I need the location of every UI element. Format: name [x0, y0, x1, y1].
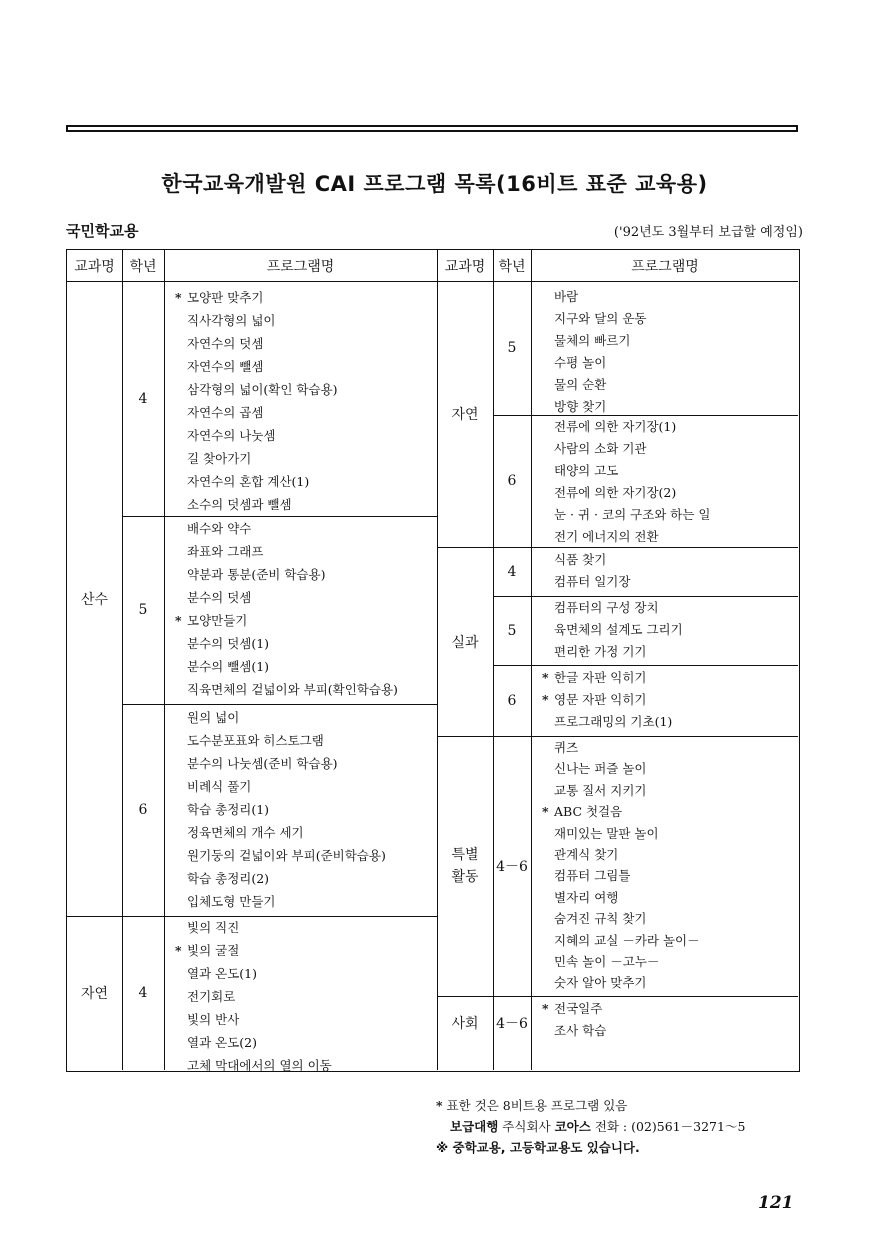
grade-5-silgwa: 5 — [507, 622, 517, 639]
subject-silgwa: 실과 — [451, 634, 479, 651]
star-mark: * — [436, 1098, 443, 1113]
subject-sahoe: 사회 — [451, 1016, 479, 1032]
list-item: * 빛의 굴절 — [175, 943, 240, 958]
subject-special-line2: 활동 — [451, 869, 479, 885]
list-item: 직사각형의 넓이 — [187, 313, 276, 328]
header-subject-left: 교과명 — [74, 258, 115, 275]
footnote-star — [436, 1096, 627, 1114]
list-item: 자연수의 나눗셈 — [187, 428, 276, 443]
program-list-sansu-5 — [175, 517, 398, 701]
list-item: 민속 놀이 －고누－ — [554, 954, 660, 970]
subject-jayeon-right: 자연 — [451, 407, 479, 423]
page-title: 한국교육개발원 CAI 프로그램 목록(16비트 표준 교육용) — [161, 172, 708, 196]
distributor-line — [450, 1117, 745, 1135]
company-phone: 전화 : (02)561－3271～5 — [594, 1119, 746, 1134]
list-item: 편리한 가정 기기 — [554, 644, 647, 659]
top-rule — [66, 125, 798, 132]
list-item: * ABC 첫걸음 — [542, 804, 623, 820]
list-item: 학습 총정리(2) — [187, 871, 270, 886]
list-item: 입체도형 만들기 — [187, 894, 276, 909]
list-item: 분수의 뺄셈(1) — [187, 659, 270, 674]
list-item: 정육면체의 개수 세기 — [187, 825, 304, 840]
subject-special-line1: 특별 — [451, 847, 479, 863]
list-item: 자연수의 곱셈 — [187, 405, 264, 420]
list-item: * 한글 자판 익히기 — [542, 670, 647, 685]
list-item: 바람 — [554, 289, 579, 304]
list-item: 자연수의 혼합 계산(1) — [187, 474, 310, 489]
list-item: 배수와 약수 — [187, 521, 252, 536]
list-item: 소수의 덧셈과 뺄셈 — [187, 497, 292, 512]
grade-5-jayeon: 5 — [507, 340, 517, 356]
grade-6-jayeon: 6 — [507, 473, 517, 489]
section-label: 국민학교용 — [66, 222, 139, 240]
list-item: 신나는 퍼즐 놀이 — [554, 761, 647, 777]
list-item: 삼각형의 넓이(확인 학습용) — [187, 382, 338, 397]
list-item: 물의 순환 — [554, 377, 607, 392]
header-subject-right: 교과명 — [444, 258, 486, 275]
grade-5-sansu: 5 — [138, 602, 148, 618]
list-item: 프로그래밍의 기초(1) — [554, 714, 673, 729]
list-item: 눈 · 귀 · 코의 구조와 하는 일 — [554, 507, 711, 522]
list-item: 별자리 여행 — [554, 889, 619, 905]
list-item: * 전국일주 — [542, 1001, 603, 1016]
subject-sansu: 산수 — [80, 591, 109, 608]
list-item: * 모양만들기 — [175, 613, 248, 628]
list-item: 좌표와 그래프 — [187, 544, 264, 559]
list-item: 전류에 의한 자기장(2) — [554, 485, 677, 500]
list-item: 육면체의 설계도 그리기 — [554, 622, 683, 637]
program-table — [66, 249, 800, 1072]
list-item: 조사 학습 — [554, 1023, 607, 1038]
program-list-jayeon-4 — [175, 916, 332, 1077]
list-item: 빛의 반사 — [187, 1012, 240, 1027]
program-list-special — [542, 737, 700, 994]
program-list-silgwa-4 — [554, 549, 630, 593]
list-item: 숨겨진 규칙 찾기 — [554, 911, 647, 927]
availability-note: ※ 중학교용, 고등학교용도 있습니다. — [436, 1140, 640, 1155]
list-item: 태양의 고도 — [554, 463, 619, 478]
list-item: 지구와 달의 운동 — [554, 311, 647, 326]
list-item: 학습 총정리(1) — [187, 802, 270, 817]
list-item: 식품 찾기 — [554, 552, 607, 567]
list-item: 비례식 풀기 — [187, 779, 252, 794]
list-item: 빛의 직진 — [187, 920, 240, 935]
list-item: 전류에 의한 자기장(1) — [554, 419, 677, 434]
list-item: * 영문 자판 익히기 — [542, 692, 647, 707]
list-item: 자연수의 뺄셈 — [187, 359, 264, 374]
list-item: 관계식 찾기 — [554, 847, 619, 863]
company-name: 코아스 — [554, 1119, 591, 1134]
list-item: 컴퓨터 일기장 — [554, 574, 631, 589]
divider — [122, 704, 437, 705]
schedule-note: ('92년도 3월부터 보급할 예정임) — [613, 225, 803, 240]
list-item: 열과 온도(1) — [187, 966, 257, 981]
header-program-left: 프로그램명 — [266, 258, 335, 275]
list-item: 교통 질서 지키기 — [554, 782, 647, 798]
program-list-jayeon-5 — [554, 286, 646, 418]
list-item: 전기회로 — [187, 989, 236, 1004]
list-item: 원의 넓이 — [187, 710, 240, 725]
list-item: 분수의 나눗셈(준비 학습용) — [187, 756, 338, 771]
grade-4-silgwa: 4 — [507, 563, 517, 580]
page-number: 121 — [758, 1193, 794, 1213]
program-list-sansu-4 — [175, 286, 338, 516]
grade-6-sansu: 6 — [138, 802, 148, 818]
list-item: 분수의 덧셈(1) — [187, 636, 270, 651]
divider — [164, 250, 165, 1070]
list-item: 수평 놀이 — [554, 355, 607, 370]
divider — [531, 250, 532, 1070]
program-list-jayeon-6 — [554, 416, 711, 548]
list-item: 열과 온도(2) — [187, 1035, 257, 1050]
list-item: 원기둥의 겉넓이와 부피(준비학습용) — [187, 848, 386, 863]
program-list-sahoe — [542, 998, 607, 1042]
list-item: 직육면체의 겉넓이와 부피(확인학습용) — [187, 682, 398, 697]
list-item: 도수분포표와 히스토그램 — [187, 733, 324, 748]
header-program-right: 프로그램명 — [631, 258, 699, 275]
grade-4-6-sahoe: 4－6 — [496, 1016, 528, 1032]
list-item: 물체의 빠르기 — [554, 333, 631, 348]
program-list-silgwa-5 — [554, 597, 683, 663]
header-grade-left: 학년 — [129, 258, 157, 275]
list-item: * 모양판 맞추기 — [175, 290, 264, 305]
list-item: 컴퓨터 그림틀 — [554, 868, 631, 884]
divider — [67, 281, 798, 282]
list-item: 약분과 통분(준비 학습용) — [187, 567, 326, 582]
grade-6-silgwa: 6 — [507, 692, 517, 709]
subject-jayeon-left: 자연 — [80, 986, 109, 1002]
program-list-sansu-6 — [187, 706, 386, 913]
list-item: 컴퓨터의 구성 장치 — [554, 600, 659, 615]
list-item: 재미있는 말판 놀이 — [554, 825, 659, 841]
divider — [493, 665, 798, 666]
list-item: 자연수의 덧셈 — [187, 336, 264, 351]
list-item: 고체 막대에서의 열의 이동 — [187, 1058, 332, 1073]
list-item: 전기 에너지의 전환 — [554, 529, 659, 544]
list-item: 방향 찾기 — [554, 399, 607, 414]
list-item: 숫자 알아 맞추기 — [554, 975, 647, 991]
distributor-label: 보급대행 — [450, 1119, 499, 1134]
grade-4-sansu: 4 — [138, 390, 148, 407]
program-list-silgwa-6 — [542, 667, 673, 733]
list-item: 사람의 소화 기관 — [554, 441, 647, 456]
list-item: 길 찾아가기 — [187, 451, 252, 466]
company-type: 주식회사 — [502, 1119, 551, 1134]
grade-4-jayeon: 4 — [138, 985, 148, 1001]
list-item: 분수의 덧셈 — [187, 590, 252, 605]
subject-special-activity — [437, 736, 493, 996]
list-item: 퀴즈 — [554, 740, 579, 755]
grade-4-6-special: 4－6 — [496, 859, 528, 875]
list-item: 지혜의 교실 －카라 놀이－ — [554, 932, 700, 948]
header-grade-right: 학년 — [498, 258, 526, 275]
footnote-text: 표한 것은 8비트용 프로그램 있음 — [446, 1098, 628, 1113]
